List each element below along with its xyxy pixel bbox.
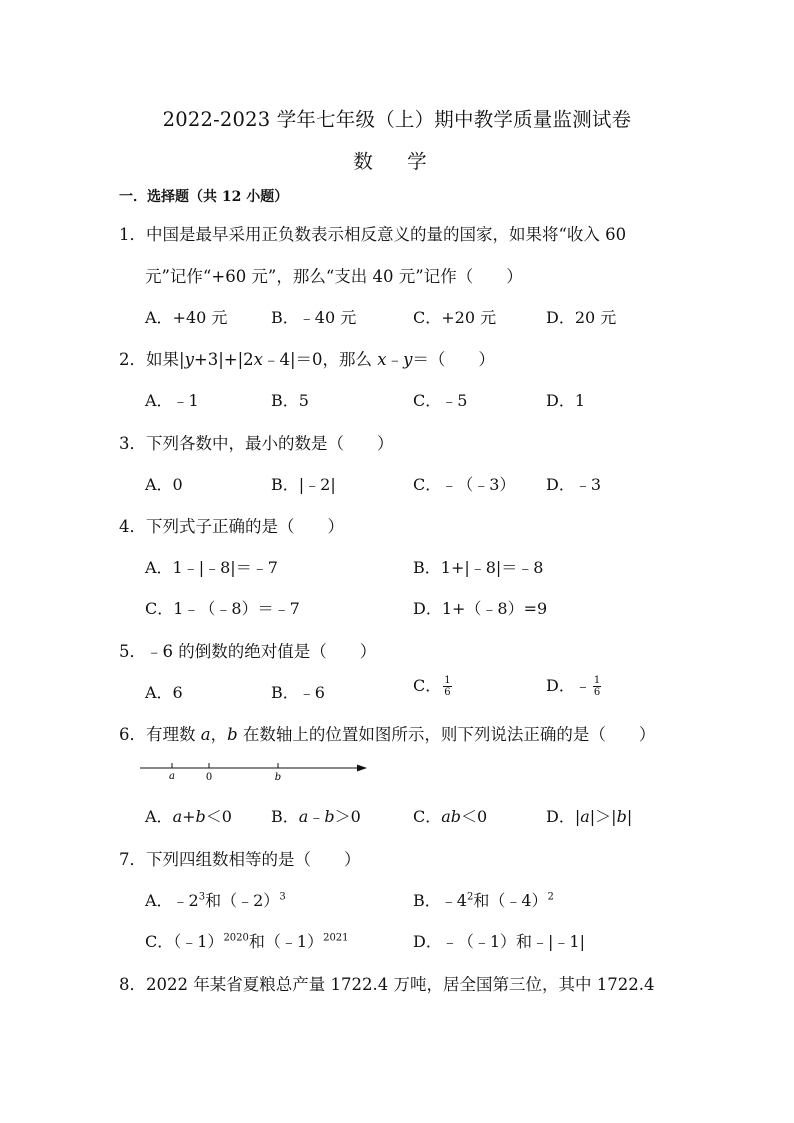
section-heading: 一．选择题（共 12 小题） [119,189,289,205]
q4-option-b: B．1+|﹣8|＝﹣8 [413,558,544,577]
q7-option-b: B．$﹣4^2$和（﹣4）$^2$ [413,891,554,910]
label-zero: 0 [205,772,213,783]
fraction-one-sixth: $\frac{1}{6}$ [593,675,601,698]
q5-option-b: B．﹣6 [271,683,325,702]
q1-option-c: C．+20 元 [413,308,497,327]
fraction-one-sixth: $\frac{1}{6}$ [444,675,451,698]
q2-option-c: C．﹣5 [413,391,468,410]
question-2-stem: 2．如果|y+3|+|2x﹣4|＝0，那么 x﹣y＝（ ） [119,350,495,369]
q4-option-a: A．1﹣|﹣8|＝﹣7 [145,558,278,577]
label-b: b [274,772,282,783]
q3-option-c: C．﹣（﹣3） [413,475,516,494]
question-4-stem: 4．下列式子正确的是（ ） [119,517,344,536]
q1-option-a: A．+40 元 [145,308,228,327]
q7-option-c: C．（﹣1）$^{2020}$和（﹣1）$^{2021}$ [145,932,349,951]
q6-option-c: C．ab＜0 [413,807,488,826]
q6-option-a: A．a+b＜0 [145,807,232,826]
q2-option-a: A．﹣1 [145,391,199,410]
q5-option-d: D．﹣ $\frac{1}{6}$ [546,675,601,698]
page-title: 2022-2023 学年七年级（上）期中教学质量监测试卷 [162,108,632,131]
q5-option-c: C． $\frac{1}{6}$ [413,675,451,698]
q6-option-d: D．|a|＞|b| [546,807,633,826]
q7-option-d: D．﹣（﹣1）和﹣|﹣1| [413,932,585,951]
question-8-line-1: 8．2022 年某省夏粮总产量 1722.4 万吨，居全国第三位，其中 1722.4 [119,975,655,994]
question-5-stem: 5．﹣6 的倒数的绝对值是（ ） [119,642,377,661]
question-1-line-2: 元”记作“+60 元”，那么“支出 40 元”记作（ ） [145,267,523,286]
q4-option-c: C．1﹣（﹣8）＝﹣7 [145,599,300,618]
q3-option-a: A．0 [145,475,183,494]
q1-option-b: B．﹣40 元 [271,308,357,327]
q2-option-b: B．5 [271,391,309,410]
q5-option-a: A．6 [145,683,183,702]
q7-option-a: A．$﹣2^3$和（﹣2）$^3$ [145,891,286,910]
subject-title: 数 学 [353,150,441,173]
question-1-line-1: 1．中国是最早采用正负数表示相反意义的量的国家，如果将“收入 60 [119,225,627,244]
q3-option-b: B．|﹣2| [271,475,336,494]
question-7-stem: 7．下列四组数相等的是（ ） [119,850,361,869]
label-a: a [169,771,175,782]
question-3-stem: 3．下列各数中，最小的数是（ ） [119,434,394,453]
number-line-arrowhead [357,765,367,772]
q4-option-d: D．1+（﹣8）=9 [413,599,548,618]
question-6-stem: 6．有理数 a，b 在数轴上的位置如图所示，则下列说法正确的是（ ） [119,725,656,744]
q2-option-d: D．1 [546,391,586,410]
q6-option-b: B．a﹣b＞0 [271,807,361,826]
number-line-figure [140,760,372,790]
q3-option-d: D．﹣3 [546,475,602,494]
q1-option-d: D．20 元 [546,308,617,327]
